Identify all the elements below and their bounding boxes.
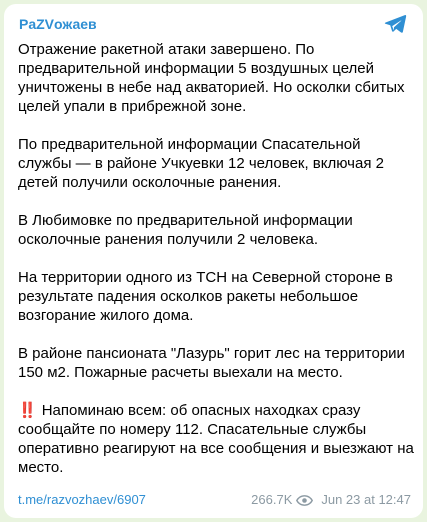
channel-name[interactable]: PaZVожаев bbox=[19, 16, 97, 32]
post-link[interactable]: t.me/razvozhaev/6907 bbox=[18, 492, 146, 507]
message-footer bbox=[18, 491, 411, 509]
timestamp: Jun 23 at 12:47 bbox=[321, 492, 411, 507]
warning-text: Напоминаю всем: об опасных находках сразу сообщайте по номеру 112. Спасательные службы оперативно реагируют на все сообщения и выезжают на место. bbox=[18, 402, 414, 476]
paragraph: По предварительной информации Спасательной службы — в районе Учкуевки 12 человек, включая 2 детей получили осколочные ранения. bbox=[18, 136, 384, 191]
telegram-plane-icon[interactable] bbox=[383, 12, 407, 36]
paragraph: Отражение ракетной атаки завершено. По предварительной информации 5 воздушных целей уничтожены в небе над акваторией. Но осколки сбитых целей упали в прибрежной зоне. bbox=[18, 41, 405, 115]
message-text bbox=[18, 40, 418, 477]
eye-icon bbox=[296, 495, 313, 506]
message-meta bbox=[251, 491, 411, 509]
paragraph: В Любимовке по предварительной информации осколочные ранения получили 2 человека. bbox=[18, 212, 353, 248]
double-exclamation-icon: ‼️ bbox=[18, 402, 36, 419]
message-card bbox=[4, 4, 423, 518]
paragraph: На территории одного из ТСН на Северной стороне в результате падения осколков ракеты небольшое возгорание жилого дома. bbox=[18, 269, 393, 324]
warning-paragraph bbox=[18, 401, 418, 477]
paragraph: В районе пансионата "Лазурь" горит лес на территории 150 м2. Пожарные расчеты выехали на место. bbox=[18, 345, 405, 381]
view-count: 266.7K bbox=[251, 492, 293, 507]
